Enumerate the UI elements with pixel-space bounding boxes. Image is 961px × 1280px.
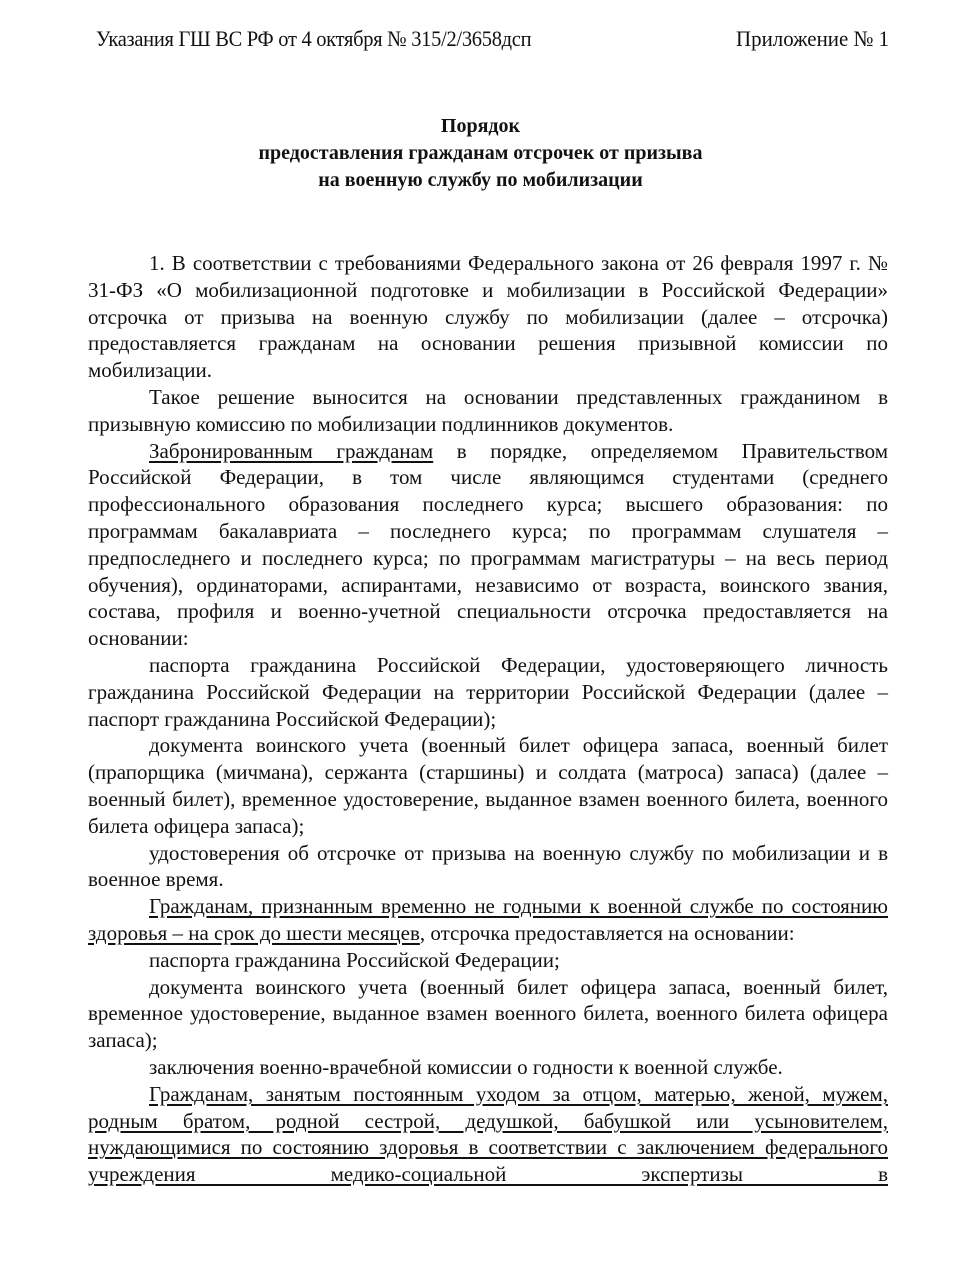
page-header	[96, 26, 889, 58]
title-line-1: Порядок	[440, 115, 521, 137]
list-item-passport: паспорта гражданина Российской Федерации, удостоверяющего личность гражданина Российской Федерации на территории Российской Федерации (далее – паспорт гражданина Российской Федерации);	[88, 652, 888, 731]
paragraph-2: Такое решение выносится на основании представленных гражданином в призывную комиссию по мобилизации подлинников документов.	[88, 384, 888, 436]
appendix-label: Приложение № 1	[735, 26, 889, 51]
underlined-phrase: Гражданам, признанным временно не годными к военной службе по состоянию здоровья – на срок до шести месяцев	[88, 894, 888, 945]
list-item-military-document-2: документа воинского учета (военный билет офицера запаса, военный билет, временное удостоверение, выданное взамен военного билета, военного билета офицера запаса);	[88, 974, 888, 1053]
underlined-phrase: Гражданам, занятым постоянным уходом за отцом, матерью, женой, мужем, родным братом, родной сестрой, дедушкой, бабушкой или усыновителем, нуждающимися по состоянию здоровья в соответствии с заключением федерального учреждения медико-социальной экспертизы в	[88, 1081, 888, 1187]
list-item-deferment-certificate: удостоверения об отсрочке от призыва на военную службу по мобилизации и в военное время.	[88, 840, 888, 892]
document-title	[0, 113, 961, 194]
list-item-medical-conclusion: заключения военно-врачебной комиссии о годности к военной службе.	[149, 1054, 783, 1079]
paragraph-text: , отсрочка предоставляется на основании:	[419, 920, 795, 945]
document-body	[88, 250, 888, 1188]
document-reference: Указания ГШ ВС РФ от 4 октября № 315/2/3658дсп	[96, 26, 532, 51]
paragraph-caregivers	[88, 1081, 888, 1188]
title-line-3: на военную службу по мобилизации	[318, 169, 643, 191]
paragraph-1: 1. В соответствии с требованиями Федерального закона от 26 февраля 1997 г. № 31-ФЗ «О мобилизационной подготовке и мобилизации в Российской Федерации» отсрочка от призыва на военную службу по мобилизации (далее – отсрочка) предоставляется гражданам на основании решения призывной комиссии по мобилизации.	[88, 251, 888, 383]
paragraph-temporarily-unfit	[88, 893, 888, 947]
list-item-passport-2: паспорта гражданина Российской Федерации;	[149, 947, 560, 972]
underlined-phrase: Забронированным гражданам	[149, 438, 434, 463]
list-item-military-document: документа воинского учета (военный билет офицера запаса, военный билет (прапорщика (мичмана), сержанта (старшины) и солдата (матроса) запаса) (далее – военный билет), временное удостоверение, выданное взамен военного билета, военного билета офицера запаса);	[88, 733, 888, 838]
title-line-2: предоставления гражданам отсрочек от призыва	[258, 142, 703, 164]
paragraph-reserved-citizens	[88, 438, 888, 652]
paragraph-text: в порядке, определяемом Правительством Российской Федерации, в том числе являющимся студентами (среднего профессионального образования последнего курса; высшего образования: по программам бакалавриата – последнего курса; по программам слушателя – предпоследнего и последнего курса; по программам магистратуры – на весь период обучения), ординаторами, аспирантами, независимо от возраста, воинского звания, состава, профиля и военно-учетной специальности отсрочка предоставляется на основании:	[88, 438, 888, 651]
